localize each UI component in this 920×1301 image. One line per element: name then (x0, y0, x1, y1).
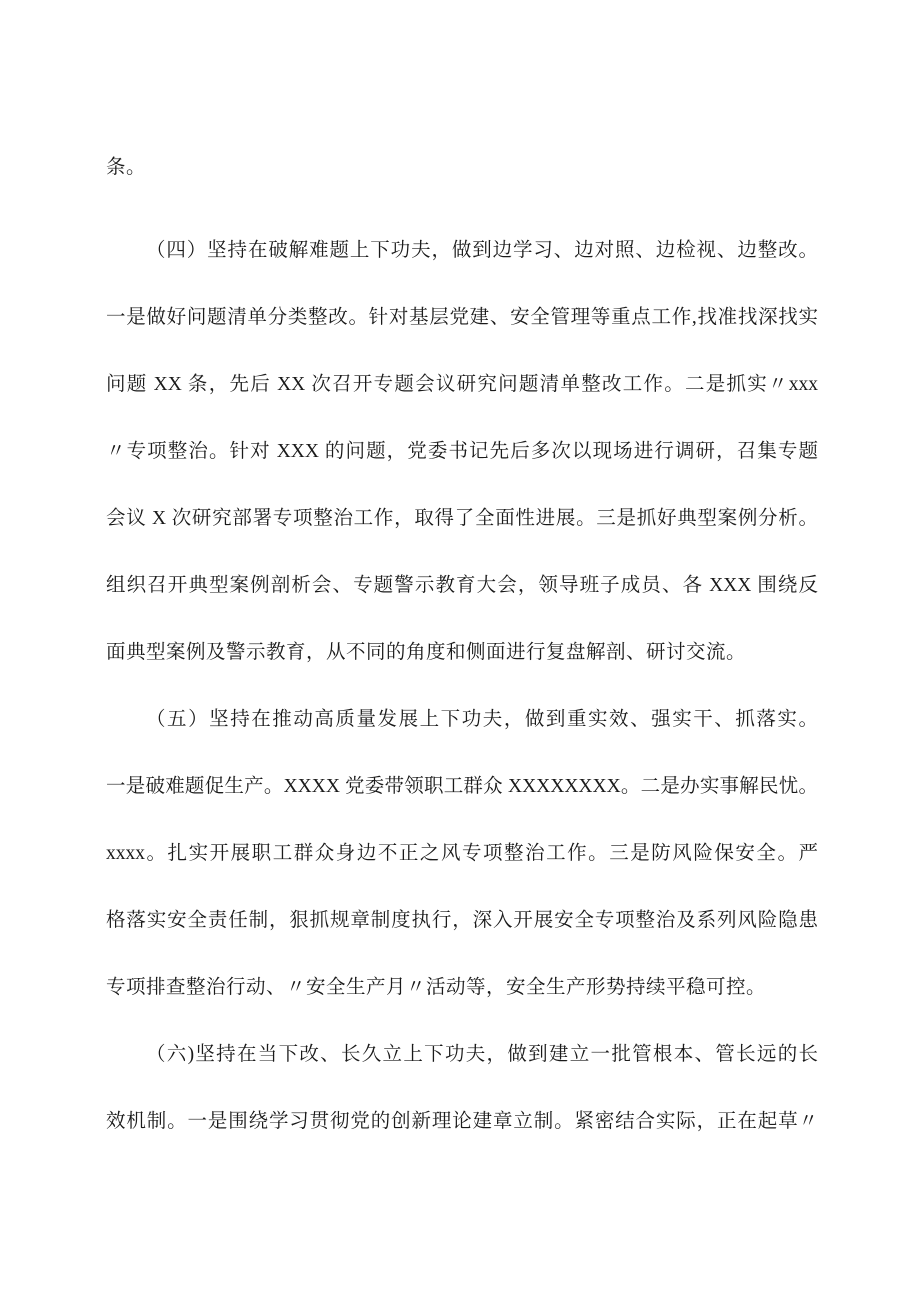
text-line: （五）坚持在推动高质量发展上下功夫，做到重实效、强实干、抓落实。 (146, 709, 818, 730)
text-line: 专项排查整治行动、〃安全生产月〃活动等，安全生产形势持续平稳可控。 (106, 977, 767, 998)
text-line: 组织召开典型案例剖析会、专题警示教育大会，领导班子成员、各 XXX 围绕反 (106, 575, 818, 596)
text-line: 问题 XX 条，先后 XX 次召开专题会议研究问题清单整改工作。二是抓实〃xxx (106, 374, 818, 395)
text-line: 条。 (106, 157, 147, 178)
text-line: （四）坚持在破解难题上下功夫，做到边学习、边对照、边检视、边整改。 (146, 240, 818, 261)
text-line: （六)坚持在当下改、长久立上下功夫，做到建立一批管根本、管长远的长 (146, 1044, 818, 1065)
text-line: 效机制。一是围绕学习贯彻党的创新理论建章立制。紧密结合实际，正在起草〃 (106, 1111, 818, 1132)
document-body (106, 0, 818, 1155)
text-line: 一是做好问题清单分类整改。针对基层党建、安全管理等重点工作,找准找深找实 (106, 307, 818, 328)
text-line: 格落实安全责任制，狠抓规章制度执行，深入开展安全专项整治及系列风险隐患 (106, 910, 818, 931)
text-line: 会议 X 次研究部署专项整治工作，取得了全面性进展。三是抓好典型案例分析。 (106, 508, 818, 529)
text-line: 一是破难题促生产。XXXX 党委带领职工群众 XXXXXXXX。二是办实事解民忧。 (106, 776, 818, 797)
text-line: xxxx。扎实开展职工群众身边不正之风专项整治工作。三是防风险保安全。严 (106, 843, 818, 864)
text-line: 〃专项整治。针对 XXX 的问题，党委书记先后多次以现场进行调研，召集专题 (106, 441, 818, 462)
text-line: 面典型案例及警示教育，从不同的角度和侧面进行复盘解剖、研讨交流。 (106, 642, 747, 663)
